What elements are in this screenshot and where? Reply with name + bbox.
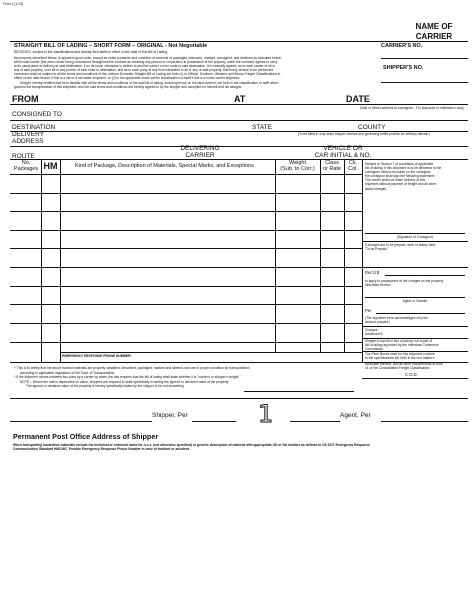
col-packages-line-2: Packages — [13, 166, 39, 172]
col-weight-line-1: Weight — [288, 160, 307, 166]
right-divider — [362, 267, 468, 268]
agent-sig-line — [365, 297, 465, 298]
table-row-line — [10, 323, 362, 324]
sig-ack — [365, 316, 469, 324]
table-row-line — [10, 286, 362, 287]
footnote-line: † This is to certify that the above named materials are properly classified, described, packaged, marked and labeled, and are in proper condition for transportation — [14, 366, 250, 370]
agent-cashier: Agent or Cashier — [402, 299, 428, 303]
declared-value-line — [244, 391, 354, 392]
col-ck-line-1: Ck. — [348, 160, 358, 166]
destination-label: DESTINATION — [12, 124, 56, 131]
section7-line: Subject to Section 7 of conditions of applicable — [365, 162, 434, 166]
footnote-line: NOTE – Where the rate is dependent on value, shippers are required to state specifically in writing the agreed or declared value of the property. — [20, 379, 230, 384]
table-row-line — [10, 248, 362, 249]
terms-line: any of said property, over all or any portion of said route to destination, and as to each party at any time interested in all or any of said property, that every service to be performed — [14, 68, 274, 73]
carrier-title — [395, 22, 473, 42]
form-heading: STRAIGHT BILL OF LADING – SHORT FORM – ORIGINAL - Not Negotiable — [14, 43, 208, 49]
delivery-label — [12, 131, 44, 145]
col-weight — [275, 160, 320, 172]
sig-consignor: (Signature of Consignor) — [397, 235, 433, 239]
col-divider — [60, 159, 61, 362]
table-row-line — [10, 304, 362, 305]
section7-text — [365, 162, 469, 191]
shipper-per-line — [192, 421, 236, 422]
consigned-label: CONSIGNED TO — [12, 111, 62, 118]
delivering-carrier-label — [175, 145, 225, 159]
terms-line: hereunder shall be subject to all the terms and conditions of the Uniform Domestic Straight Bill of Lading set forth (1) in Official, Southern, Western and Illinois Freight Classifications in — [14, 72, 281, 77]
delivery-label-line-2: ADDRESS — [12, 138, 44, 145]
shipper-reg — [365, 339, 469, 351]
hazmat-line: When transporting hazardous materials include the technical or chemical name for n.o.s. (not otherwise specified) or generic description of material with appropriate UN or NA number as defined in US DOT Emergency Response — [13, 443, 370, 447]
charges-advanced — [365, 328, 382, 336]
emergency-line — [60, 352, 362, 353]
shipper-reg-line: bill of lading approved by the Interstate Commerce — [365, 343, 439, 348]
fibre-line: to the specifications set forth in the box maker's — [365, 356, 435, 361]
at-label: AT — [234, 94, 246, 104]
delivery-label-line-1: DELIVERY — [12, 131, 45, 138]
carrier-title-line-2: CARRIER — [415, 32, 453, 41]
terms-paragraph — [14, 56, 364, 89]
terms-line: to its usual place of delivery at said destination, if on its route, otherwise to deliver to another carrier on the route to said destination. It is mutually agreed, as to each carrier of all or — [14, 64, 276, 69]
hazmat-note — [13, 443, 463, 451]
fibre-line: 41 of the Consolidated Freight Classification. — [365, 366, 431, 371]
section7-line: lawful charges. — [365, 186, 387, 191]
terms-line: which said carrier (the word carrier being understood throughout this contract as meaning any person or corporation in possession of the property under the contract) agrees to carry — [14, 60, 278, 65]
shipper-reg-line: Commission. — [365, 347, 385, 352]
consignor-sig-line — [365, 233, 465, 234]
footnote-line: The agreed or declared value of the property is hereby specifically stated by the shipper to be not exceeding — [26, 384, 184, 389]
carrier-title-line-1: NAME OF — [415, 22, 453, 31]
shipper-name-line — [10, 421, 152, 422]
vehicle-line-1: VEHICLE OR — [323, 145, 363, 152]
agent-per-label: Agent, Per — [340, 412, 371, 419]
shippers-no-label: SHIPPER'S NO. — [383, 65, 424, 71]
col-packages-line-1: No. — [21, 160, 31, 166]
col-class-line-1: Class — [325, 160, 339, 166]
received-sum: Rec'd $ — [365, 270, 380, 275]
to-apply-line: to apply in prepayment of the charges on the property — [365, 279, 444, 283]
footnote-line: * If the shipment moves between two ports by a carrier by water, the law requires that the bill of lading shall state whether it is "carrier's or shipper's weight." — [14, 375, 241, 380]
county-label: COUNTY — [358, 124, 386, 131]
received-sum-line — [385, 275, 465, 276]
col-divider — [320, 159, 321, 352]
table-row-line — [10, 267, 362, 268]
col-weight-line-2: (Sub. to Corr.) — [280, 166, 315, 172]
table-row-line — [10, 342, 362, 343]
charges-line: Charges — [365, 328, 378, 332]
delivering-carrier-line-2: CARRIER — [185, 152, 215, 159]
section7-line: shipment without payment of freight and all other — [365, 182, 437, 187]
table-row-line — [10, 230, 362, 231]
fibre-text — [365, 352, 469, 360]
cod-label: C.O.D. — [405, 372, 418, 377]
received-text: RECEIVED, subject to the classifications and lawfully filed tariffs in effect on the date of this Bill of Lading, — [14, 50, 168, 54]
vehicle-label — [308, 145, 378, 159]
col-class-line-2: or Rate — [322, 166, 342, 172]
copy-number: 1 — [258, 400, 274, 428]
fibre-line: The Fibre Boxes used for this shipment conform — [365, 352, 436, 356]
prepaid-line: "To be Prepaid." — [365, 247, 389, 252]
col-ck — [344, 160, 362, 172]
to-apply-line: described hereon. — [365, 283, 392, 288]
delivery-line — [10, 146, 468, 147]
table-row-line — [10, 193, 362, 194]
carriers-no-line — [381, 58, 468, 59]
footnote-bottom-line — [10, 398, 468, 399]
table-row-line — [10, 211, 362, 212]
route-line — [10, 159, 468, 160]
fibre-line: certificate thereon, and all other requirements of Rule — [365, 362, 443, 366]
prepaid-line: If charges are to be prepaid, write or stamp here, — [365, 243, 437, 247]
right-divider — [362, 326, 468, 327]
cod-line — [362, 378, 468, 379]
col-hm: HM — [43, 161, 58, 171]
form-code: Form 2 (1-03) — [3, 2, 24, 6]
emergency-label: EMERGENCY RESPONSE PHONE NUMBER: — [62, 354, 132, 358]
col-class — [320, 160, 344, 172]
agent-per-line — [381, 421, 468, 422]
col-kind: Kind of Package, Description of Materials, Special Marks, and Exceptions — [75, 163, 254, 169]
col-divider — [344, 159, 345, 352]
state-label: STATE — [252, 124, 272, 131]
to-apply — [365, 279, 469, 287]
per-label: Per — [365, 308, 372, 313]
charges-line: Advanced $ — [365, 332, 383, 337]
header-bottom-line — [10, 174, 362, 175]
delivering-carrier-line-1: DELIVERING — [180, 145, 220, 152]
section7-line: The carrier shall not make delivery of this — [365, 178, 426, 183]
shipper-reg-line: Shipper's imprint in lieu of stamp; not a part of — [365, 339, 432, 343]
terms-line: governs the transportation of this shipment, and the said terms and conditions are hereby agreed to by the shipper and accepted for himself and his assigns. — [14, 84, 242, 89]
sig-ack-line: amount prepaid.) — [365, 320, 390, 325]
col-ck-line-2: Col. — [348, 166, 358, 172]
route-label: ROUTE — [12, 153, 35, 160]
hazmat-line: Communication Standard HM126C. Provide Emergency Response Phone Number in case of incident or accident. — [13, 447, 190, 452]
col-divider — [41, 159, 42, 362]
terms-line: Shipper hereby certifies that he is familiar with all the terms and conditions of the said bill of lading, including those on the back thereof, set forth in the classification or tariff which — [20, 80, 279, 85]
terms-line: effect on the date hereof, if this is a rail or a rail-water shipment, or (2) in the applicable motor carrier classification or tariff if this is a motor carrier shipment. — [14, 76, 241, 81]
shipper-per-label: Shipper, Per — [152, 412, 188, 419]
carriers-no-label: CARRIER'S NO. — [381, 43, 423, 49]
footnote-line: according to applicable regulations of the Dept. of Transportation. — [20, 370, 116, 375]
delivery-note: (To be filled in only when shipper desires and governing tariffs provide for delivery thereat.) — [298, 132, 431, 136]
mail-note: (Mail or Street address of consignee - For purposes of notification only.) — [360, 106, 465, 110]
col-divider — [362, 159, 363, 362]
agent-line — [290, 421, 340, 422]
col-packages — [11, 160, 41, 172]
from-label: FROM — [12, 94, 39, 104]
vehicle-line-2: CAR INITIAL & NO. — [314, 152, 372, 159]
col-divider — [275, 159, 276, 352]
section7-line: consignee without recourse on the consignor, — [365, 170, 432, 175]
date-label: DATE — [346, 94, 370, 104]
fibre-text-cont — [365, 362, 469, 370]
terms-line: the property described below, in apparent good order, except as noted (contents and condition of contents of packages unknown), marked, consigned, and destined as indicated below, — [14, 56, 282, 60]
prepaid-text — [365, 243, 469, 251]
top-rule — [10, 41, 468, 42]
section7-line: bill of lading, if this shipment is to be delivered to the — [365, 166, 442, 171]
sig-ack-line: (The signature here acknowledges only the — [365, 316, 429, 320]
footnote — [14, 366, 359, 389]
shippers-no-line — [381, 82, 468, 83]
ppo-heading: Permanent Post Office Address of Shipper — [13, 432, 159, 441]
right-divider — [362, 241, 468, 242]
section7-line: the consignor shall sign the following statement: — [365, 174, 436, 179]
per-line — [376, 313, 465, 314]
consigned-line — [10, 120, 468, 121]
